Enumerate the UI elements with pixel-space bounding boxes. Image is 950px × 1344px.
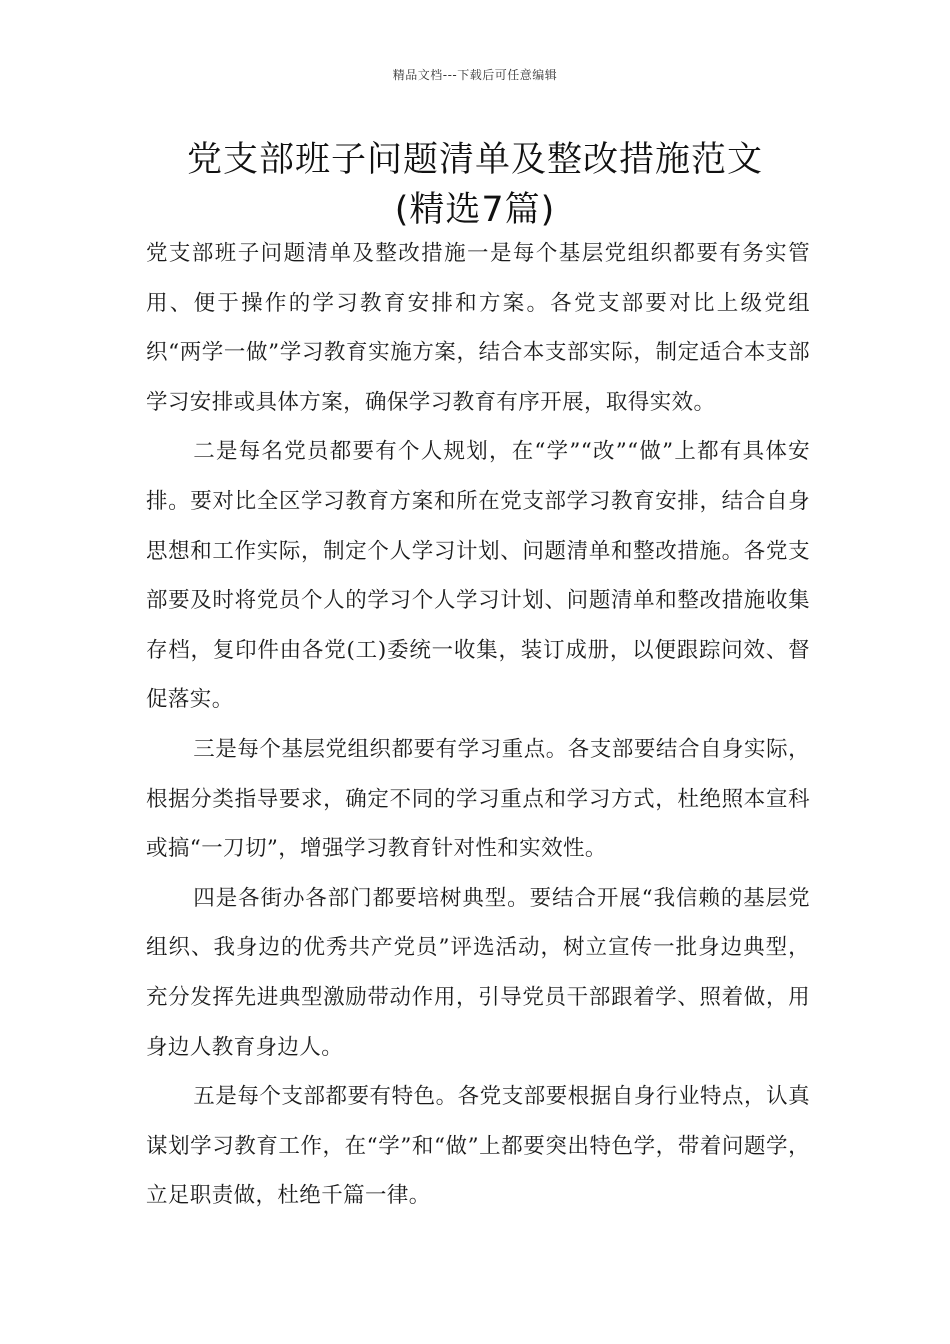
header-note: 精品文档---下载后可任意编辑 <box>392 68 558 82</box>
paragraph-4: 四是各街办各部门都要培树典型。要结合开展“我信赖的基层党组织、我身边的优秀共产党员”评选活动，树立宣传一批身边典型，充分发挥先进典型激励带动作用，引导党员干部跟着学、照着做，用身边人教育身边人。 <box>146 885 810 1060</box>
document-title-line1: 党支部班子问题清单及整改措施范文 <box>186 140 763 180</box>
paragraph-3: 三是每个基层党组织都要有学习重点。各支部要结合自身实际，根据分类指导要求，确定不同的学习重点和学习方式，杜绝照本宣科或搞“一刀切”，增强学习教育针对性和实效性。 <box>146 736 810 862</box>
document-body <box>146 229 810 1221</box>
document-title-line2: (精选7篇) <box>394 190 556 230</box>
paragraph-2: 二是每名党员都要有个人规划，在“学”“改”“做”上都有具体安排。要对比全区学习教育方案和所在党支部学习教育安排，结合自身思想和工作实际，制定个人学习计划、问题清单和整改措施。各党支部要及时将党员个人的学习个人学习计划、问题清单和整改措施收集存档，复印件由各党(工)委统一收集，装订成册，以便跟踪问效、督促落实。 <box>146 439 810 713</box>
paragraph-1: 党支部班子问题清单及整改措施一是每个基层党组织都要有务实管用、便于操作的学习教育安排和方案。各党支部要对比上级党组织“两学一做”学习教育实施方案，结合本支部实际，制定适合本支部学习安排或具体方案，确保学习教育有序开展，取得实效。 <box>146 241 810 415</box>
paragraph-5: 五是每个支部都要有特色。各党支部要根据自身行业特点，认真谋划学习教育工作，在“学”和“做”上都要突出特色学，带着问题学，立足职责做，杜绝千篇一律。 <box>146 1084 810 1209</box>
